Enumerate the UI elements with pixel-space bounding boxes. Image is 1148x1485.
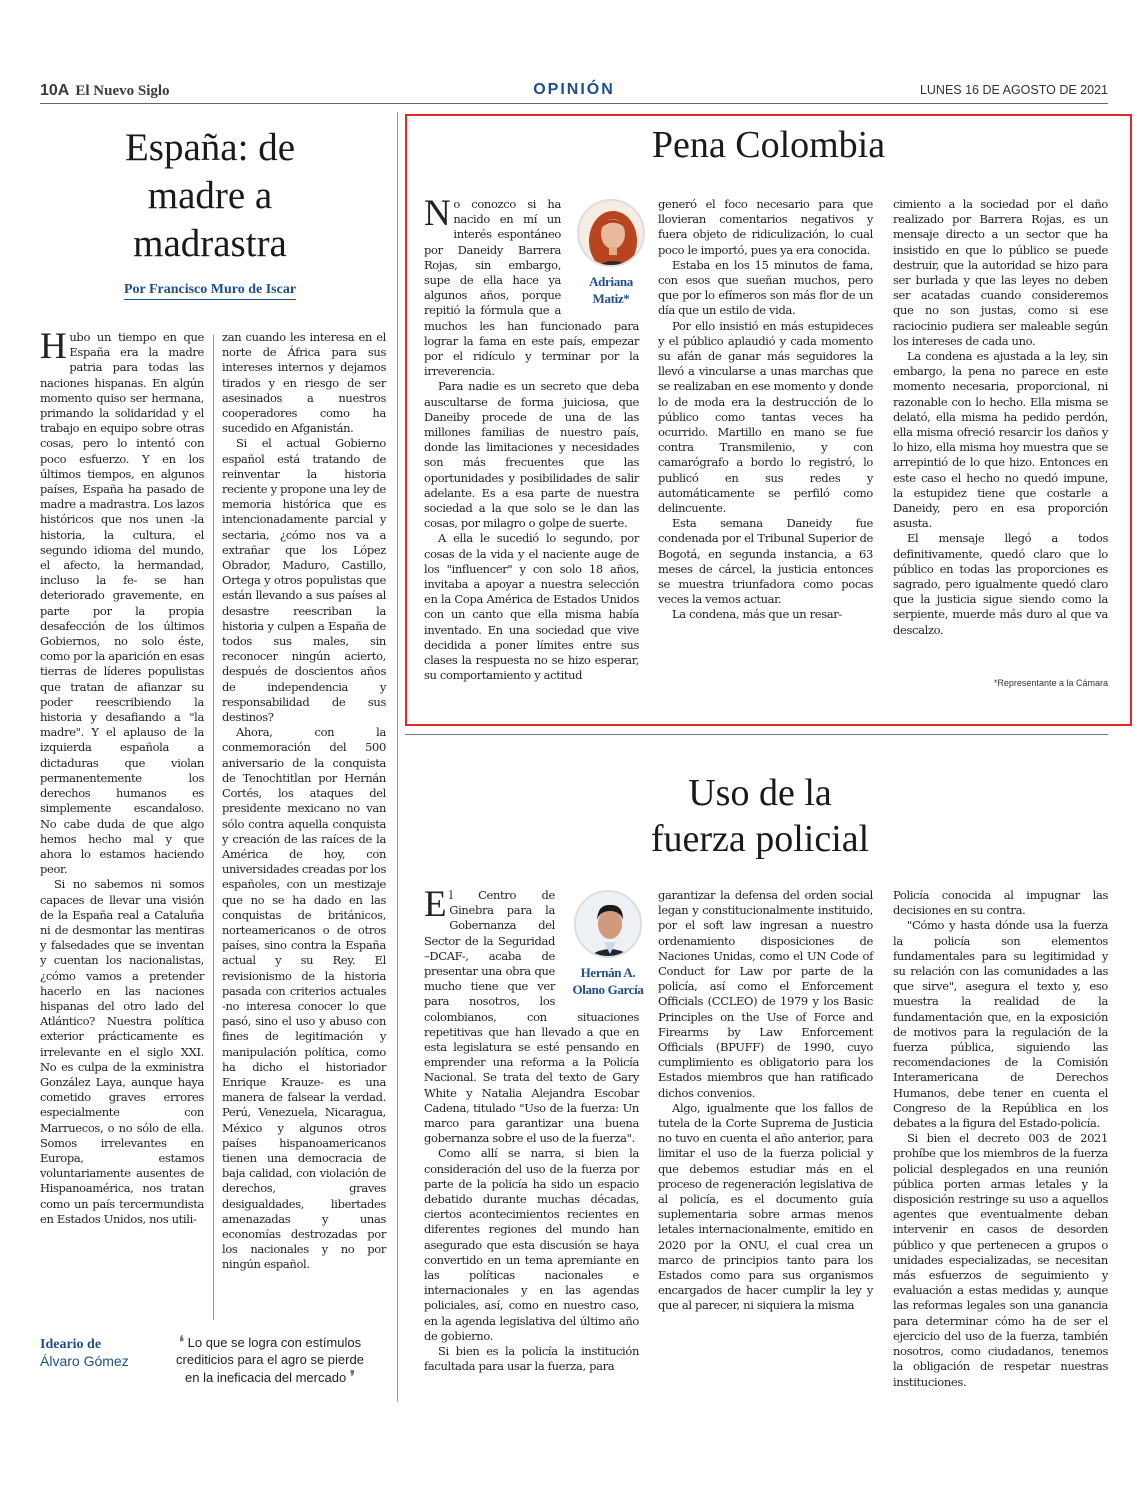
article-divider [405, 734, 1108, 735]
drop-cap: H [40, 326, 67, 367]
article-column [424, 193, 639, 684]
paragraph: generó el foco necesario para que llovieran comentarios negativos y fuera objeto de ridiculización, lo cual poco le importó, pues ya era conocida. [658, 197, 873, 257]
article-title [560, 770, 960, 862]
quote-close-icon: ❜ [349, 1367, 355, 1386]
paragraph: Ahora, con la conmemoración del 500 aniversario de la conquista de Tenochtitlan por Hernán Cortés, los ataques del presidente mexicano no van sólo contra aquella conquista y creación de las raíces de la América de hoy, con universidades creadas por los españoles, con un mestizaje que no se ha dado en las conquistas de británicos, norteamericanos o de otros países, sino contra la España actual y su Rey. El revisionismo de la historia pasada con criterios actuales -no interesa conocer lo que pasó, sino el uso y abuso con fines de legitimación y manipulación política, como ha dicho el historiador Enrique Krauze- es una manera de falsear la verdad. Perú, Venezuela, Nicaragua, México y algunos otros países hispanoamericanos tienen una democracia de baja calidad, con violación de derechos, graves desigualdades, libertades amenazadas y unas economías destrozadas por los nacionales y no por ningún español. [222, 725, 386, 1272]
article-column [893, 197, 1108, 638]
paragraph: A ella le sucedió lo segundo, por cosas de la vida y el naciente auge de los "influencer" y con solo 18 años, invitaba a apoyar a nuestra selección en la Copa América de Estados Unidos con un canto que ella misma había inventado. En una sociedad que vive decidida a poner límites entre sus clases la respuesta no se hizo esperar, su comportamiento y actitud [424, 531, 639, 683]
author-photo [577, 199, 645, 267]
paragraph-text: o conozco si ha nacido en mí un interés espontáneo por Daneidy Barrera Rojas, sin embargo, supe de ella hace ya algunos años, porque repitió la fórmula que a muchos les han funcionado para lograr la fama en este país, empezar por el ridículo y terminar por la irreverencia. [424, 197, 639, 379]
portrait-icon [576, 892, 642, 958]
paragraph: cimiento a la sociedad por el daño realizado por Barrera Rojas, es un mensaje directo a un sector que ha insistido en que lo público se puede destruir, que la autoridad se hizo para ser burlada y que las leyes no deben ser acatadas cuando consideremos que no son justas, como si ese raciocinio pudiera ser maleable según los intereses de cada uno. [893, 197, 1108, 348]
quote-text: Lo que se logra con estímulos crediticios para el agro se pierde en la ineficacia del mercado [176, 1335, 364, 1385]
byline-text: Por Francisco Muro de Iscar [124, 282, 296, 300]
paragraph: "Cómo y hasta dónde usa la fuerza la policía son elementos fundamentales para su legitimidad y su relación con las comunidades a las que sirve", asegura el texto y, eso muestra la realidad de la fundamentación que, en la exposición de motivos para la regulación de la fuerza pública, siguiendo las recomendaciones de la Comisión Interamericana de Derechos Humanos, debe tener en cuenta el Congreso de la República en los debates a la figura del Estado-policía. [893, 918, 1108, 1131]
ideario-quote [170, 1333, 370, 1386]
paragraph: Si bien es la policía la institución facultada para usar la fuerza, para [424, 1344, 639, 1374]
section-name: OPINIÓN [533, 81, 615, 98]
paragraph [40, 326, 205, 877]
column-divider [213, 335, 214, 1320]
article-column [658, 197, 873, 623]
article-title: Pena Colombia [651, 124, 886, 166]
paragraph: La condena, más que un resar- [672, 607, 842, 622]
paragraph: Si el actual Gobierno español está tratando de reinventar la historia reciente y propone una ley de memoria histórica que es intencionadamente parcial y sectaria, ¿cómo nos va a extrañar que los López Obrador, Maduro, Castillo, Ortega y otros populistas que están llevando a sus países al desastre reescriban la historia y culpen a España de todos sus males, sin reconocer ningún acierto, después de doscientos años de independencia y responsabilidad de sus destinos? [222, 436, 386, 725]
paragraph: Estaba en los 15 minutos de fama, con esos que sueñan muchos, pero que por lo efímeros son más flor de un día que un estilo de vida. [658, 257, 873, 318]
page-header [40, 80, 1108, 102]
ideario-author: Álvaro Gómez [40, 1353, 129, 1369]
article-title [70, 124, 350, 268]
paragraph: zan cuando les interesa en el norte de África para sus intereses internos y dejamos tirados y en riesgo de ser asesinados a nuestros cooperadores como ha sucedido en Afganistán. [222, 330, 386, 436]
ideario-label: Ideario de [40, 1337, 102, 1352]
newspaper-name: El Nuevo Siglo [75, 83, 170, 99]
article-column [893, 888, 1108, 1390]
quote-open-icon: ❛ [178, 1332, 185, 1351]
title-line: fuerza policial [650, 818, 870, 860]
drop-cap: N [424, 193, 451, 234]
paragraph: Si bien el decreto 003 de 2021 prohíbe que los miembros de la fuerza policial desplegados en una reunión pública porten armas letales y la disposición restringe su uso a aquellos agentes que eventualmente deban intervenir en casos de desorden público y que pertenecen a grupos o unidades especializadas, se necesitan más esfuerzos de seguimiento y evaluación a estas medidas y, aunque las reformas legales son una ganancia para determinar cómo ha de ser el ejercicio del uso de la fuerza, también nosotros, como ciudadanos, tenemos la obligación de respetar nuestras instituciones. [893, 1131, 1108, 1389]
author-photo [574, 890, 642, 958]
paragraph: La condena es ajustada a la ley, sin embargo, la pena no parece en este momento necesaria, proporcional, ni razonable con lo hecho. Ella misma se delató, ella misma ha pedido perdón, ella misma ofreció resarcir los daños y lo hizo, ella misma hoy muestra que se arrepintió de lo que hizo. Entonces en este caso el hecho no quedó impune, la estupidez tiene que costarle a Daneidy, pero en esa proporción asusta. [893, 349, 1108, 531]
article-column [222, 330, 386, 1273]
author-name-line: Olano García [572, 982, 644, 997]
author-name-line: Matiz* [592, 291, 630, 306]
header-divider [40, 103, 1108, 104]
article-column [424, 884, 644, 1375]
title-line: España: de [124, 126, 295, 169]
paragraph: Por ello insistió en más estupideces y el público aplaudió y cada momento su afán de ganar más seguidores la llevó a vincularse a unas marchas que se realizaban en ese momento y donde lo de moda era la destrucción de lo público como tantas veces ha ocurrido. Martillo en mano se fue contra Transmilenio, y con camarógrafo a bordo lo registró, lo publicó en sus redes y automáticamente se perfiló como delincuente. [658, 318, 873, 516]
column-divider [397, 112, 398, 1402]
paragraph: garantizar la defensa del orden social legan y constitucionalmente instituido, por el soft law ingresan a nuestro ordenamiento disposiciones de Naciones Unidas, como el UN Code of Conduct for Law por parte de la policía, así como el Enforcement Officials (CCLEO) de 1979 y los Basic Principles on the Use of Force and Firearms by Law Enforcement Officials (BPUFF) de 1990, cuyo cumplimiento es obligatorio para los Estados miembros que han ratificado dichos convenios. [658, 888, 873, 1100]
author-box [565, 199, 657, 307]
paragraph: El mensaje llegó a todos definitivamente, quedó claro que lo público en todas las proporciones es sagrado, pero igualmente quedó claro que la justicia sigue siendo como la serpiente, muerde más duro al que va descalzo. [893, 531, 1108, 637]
portrait-icon [579, 201, 645, 267]
author-name [559, 964, 657, 998]
paragraph-text: ubo un tiempo en que España era la madre patria para todas las naciones hispanas. En algún momento quiso ser hermana, primando la solidaridad y el trabajo en equipo sobre otras cosas, pero lo intentó con poco esfuerzo. Y en los últimos tiempos, en algunos países, España ha pasado de madre a madrastra. Los lazos históricos que nos unen -la historia, la cultura, el segundo idioma del mundo, el afecto, la hermandad, incluso la fe- se han deteriorado gravemente, en parte por la propia desafección de los últimos Gobiernos, no solo éste, como por la aparición en esas tierras de líderes populistas que tratan de afianzar su poder reescribiendo la historia y desafiando a "la madre". Y el aplauso de la izquierda española a dictaduras que violan permanentemente los derechos humanos es simplemente escandaloso. No cabe duda de que algo hemos hecho mal y que ahora lo estamos haciendo peor. [40, 330, 205, 877]
issue-date: LUNES 16 DE AGOSTO DE 2021 [919, 83, 1108, 97]
article-byline [40, 282, 380, 298]
drop-cap: E [424, 884, 447, 925]
paragraph: Si no sabemos ni somos capaces de llevar una visión de la España real a Cataluña ni de desmontar las mentiras y falsedades que se inventan y cuentan los nacionalistas, ¿cómo vamos a pretender hacerlo en las naciones hispanas del otro lado del Atlántico? Nuestra política exterior prácticamente es irrelevante en el siglo XXI. No es culpa de la exministra González Laya, aunque haya cometido graves errores especialmente con Marruecos, o no sólo de ella. Somos irrelevantes en Europa, estamos voluntariamente ausentes de Hispanoamérica, nos tratan como un país tercermundista en Estados Unidos, nos utili- [40, 877, 204, 1226]
article-column [40, 326, 205, 1227]
title-line: madrastra [133, 222, 287, 265]
author-name [565, 273, 657, 307]
ideario-box [40, 1337, 160, 1369]
paragraph: Para nadie es un secreto que deba auscultarse de forma juiciosa, que Daneiby procede de una de las millones familias de nuestro país, donde las limitaciones y necesidades son más frecuentes que las oportunidades y posibilidades de salir adelante. Es a esa parte de nuestra sociedad a la que solo se le dan las cosas, por milagro o golpe de suerte. [424, 379, 639, 531]
author-box [559, 890, 657, 998]
paragraph-text: l Centro de Ginebra para la Gobernanza del Sector de la Seguridad –DCAF-, acaba de presentar una obra que mucho tiene que ver para nosotros, los colombianos, con situaciones repetitivas que han llevado a que en esta legislatura se esté pensando en emprender una reforma a la Policía Nacional. Se trata del texto de Gary White y Natalia Alejandra Escobar Cadena, titulado "Uso de la fuerza: Un marco para garantizar una buena gobernanza sobre el uso de la fuerza". [424, 888, 639, 1146]
paragraph: Como allí se narra, si bien la consideración del uso de la fuerza por parte de la policía ha sido un espacio debatido durante muchas décadas, ciertos acontecimientos recientes en diferentes regiones del mundo han asegurado que esta discusión se haya convertido en un tema apremiante en las políticas nacionales e internacionales y en las agendas policiales, así, como en nuestro caso, en la agenda legislativa del último año de gobierno. [424, 1146, 639, 1343]
author-name-line: Adriana [589, 274, 633, 289]
author-name-line: Hernán A. [580, 965, 636, 980]
page-number: 10A [40, 82, 70, 99]
paragraph: Policía conocida al impugnar las decisiones en su contra. [893, 888, 1108, 918]
title-line: madre a [147, 174, 273, 217]
title-line: Uso de la [688, 772, 832, 814]
article-column [658, 888, 873, 1314]
paragraph: Algo, igualmente que los fallos de tutela de la Corte Suprema de Justicia no tuvo en cuenta el año anterior, para limitar el uso de la fuerza policial y que debemos estudiar más en el proceso de regeneración legislativa de al policía, es el documento guía suplementaria sobre armas menos letales internacionalmente, emitido en 2020 por la ONU, el cual crea un marco de principios tanto para los Estados como para sus organismos encargados de hacer cumplir la ley y que al parecer, ni siquiera la misma [658, 1100, 873, 1313]
author-footnote: *Representante a la Cámara [993, 678, 1108, 688]
paragraph: Esta semana Daneidy fue condenada por el Tribunal Superior de Bogotá, en segunda instancia, a 63 meses de cárcel, la justicia entonces se muestra triunfadora como pocas veces la vemos actuar. [658, 516, 873, 607]
